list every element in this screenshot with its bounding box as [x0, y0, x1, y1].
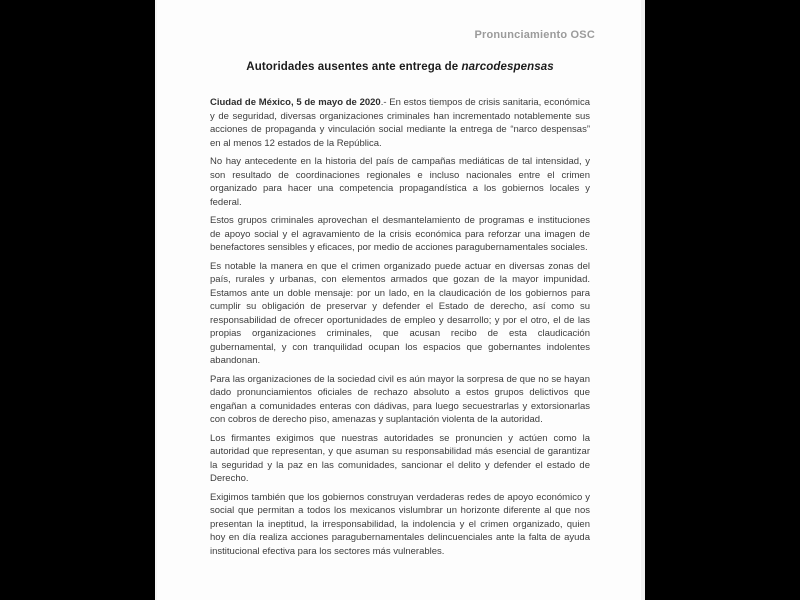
title-italic-text: narcodespensas — [461, 61, 554, 73]
page-title — [185, 61, 615, 73]
paragraph-3: Estos grupos criminales aprovechan el desmantelamiento de programas e instituciones de apoyo social y el agravamiento de la crisis económica para reforzar una imagen de benefactores sensibles y eficaces, por medio de acciones paragubernamentales sociales. — [210, 215, 590, 253]
paragraph-4: Es notable la manera en que el crimen organizado puede actuar en diversas zonas del país, rurales y urbanas, con elementos armados que gozan de la mayor impunidad. Estamos ante un doble mensaje: por un lado, en la claudicación de los gobiernos para cumplir su obligación de preservar y defender el Estado de derecho, así como su responsabilidad de ofrecer oportunidades de empleo y desarrollo; y por el otro, el de las propias organizaciones criminales, que acusan recibo de esta claudicación gubernamental, y con tranquilidad ocupan los espacios que gobernantes indolentes abandonan. — [210, 260, 590, 366]
paragraph-2: No hay antecedente en la historia del país de campañas mediáticas de tal intensidad, y son resultado de coordinaciones regionales e incluso nacionales entre el crimen organizado para hacer una competencia propagandística a los gobiernos locales y federal. — [210, 156, 590, 208]
paragraph-6: Los firmantes exigimos que nuestras autoridades se pronuncien y actúen como la autoridad que representan, y que asuman su responsabilidad más esencial de garantizar la seguridad y la paz en las comunidades, sancionar el delito y defender el estado de Derecho. — [210, 432, 590, 484]
document-page — [155, 0, 645, 600]
paragraph-1 — [210, 96, 590, 150]
document-header-label: Pronunciamiento OSC — [474, 29, 595, 41]
paragraph-1-text: .- En estos tiempos de crisis sanitaria, económica y de seguridad, diversas organizaciones criminales han incrementado notablemente sus acciones de propaganda y vinculación social mediante la entrega de “narco despensas” en al menos 12 estados de la República. — [210, 97, 590, 149]
dateline-bold: Ciudad de México, 5 de mayo de 2020 — [210, 97, 381, 108]
paragraph-7: Exigimos también que los gobiernos construyan verdaderas redes de apoyo económico y social que permitan a todos los mexicanos vislumbrar un horizonte diferente al que nos presentan la ineptitud, la irresponsabilidad, la indolencia y el crimen organizado, quien hoy en día realiza acciones paragubernamentales delincuenciales ante la falta de ayuda institucional efectiva para los sectores más vulnerables. — [210, 491, 590, 557]
document-body — [210, 96, 590, 563]
title-main-text: Autoridades ausentes ante entrega de — [246, 61, 459, 73]
paragraph-5: Para las organizaciones de la sociedad civil es aún mayor la sorpresa de que no se hayan dado pronunciamientos oficiales de rechazo absoluto a estos grupos delictivos que engañan a comunidades enteras con dádivas, para luego secuestrarlas y extorsionarlas con cobros de derecho piso, amenazas y suplantación violenta de la autoridad. — [210, 373, 590, 425]
